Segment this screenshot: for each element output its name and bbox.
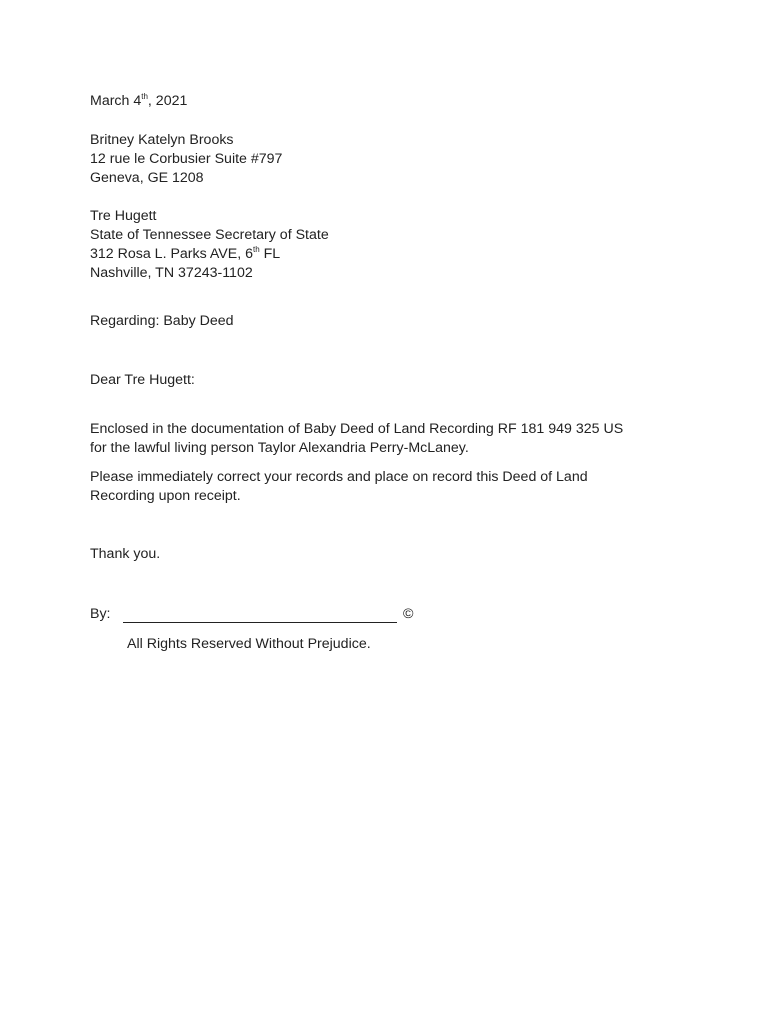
recipient-name: Tre Hugett [90, 208, 157, 224]
salutation: Dear Tre Hugett: [90, 372, 195, 388]
body-paragraph-1-line-2: for the lawful living person Taylor Alexandria Perry-McLaney. [90, 440, 469, 456]
closing: Thank you. [90, 546, 161, 562]
recipient-city: Nashville, TN 37243-1102 [90, 265, 253, 281]
signature-row [90, 603, 490, 625]
body-paragraph-2-line-2: Recording upon receipt. [90, 488, 241, 504]
rights-reservation: All Rights Reserved Without Prejudice. [127, 636, 371, 652]
letter-date: March 4th, 2021 [90, 92, 188, 109]
regarding-line: Regarding: Baby Deed [90, 313, 234, 329]
signature-line [123, 622, 397, 623]
signature-label: By: [90, 606, 111, 622]
copyright-mark: © [403, 606, 414, 622]
letter-page [90, 0, 690, 1024]
sender-city: Geneva, GE 1208 [90, 170, 204, 186]
recipient-street: 312 Rosa L. Parks AVE, 6th FL [90, 245, 281, 262]
body-paragraph-1-line-1: Enclosed in the documentation of Baby Deed of Land Recording RF 181 949 325 US [90, 421, 624, 437]
sender-street: 12 rue le Corbusier Suite #797 [90, 151, 283, 167]
recipient-office: State of Tennessee Secretary of State [90, 227, 329, 243]
sender-name: Britney Katelyn Brooks [90, 132, 234, 148]
body-paragraph-2-line-1: Please immediately correct your records and place on record this Deed of Land [90, 469, 588, 485]
